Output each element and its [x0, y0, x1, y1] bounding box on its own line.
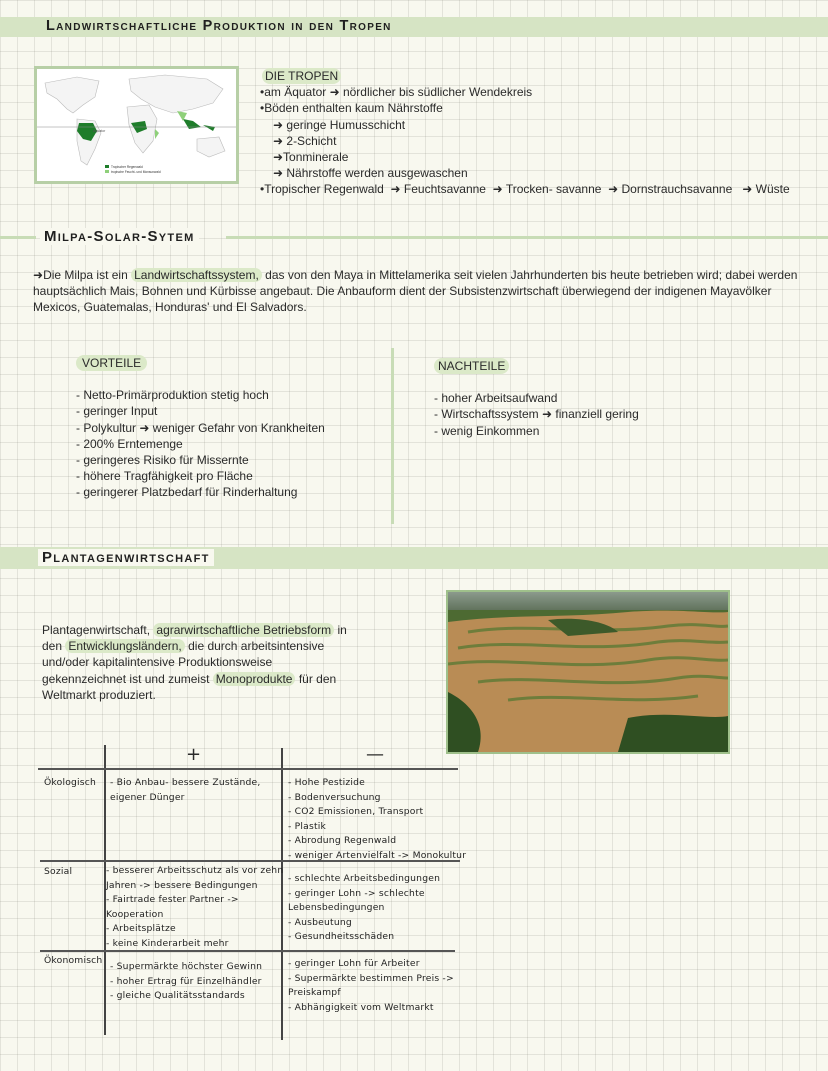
table-cell-line: Kooperation — [106, 908, 164, 920]
table-cell-line: - hoher Ertrag für Einzelhändler — [110, 975, 262, 987]
table-cell-line: Jahren -> bessere Bedingungen — [106, 879, 258, 891]
map-legend-rainforest: Tropischer Regenwald — [111, 165, 143, 169]
milpa-text — [33, 267, 813, 316]
nachteile-label: NACHTEILE — [434, 358, 509, 374]
table-cell-line: - Bio Anbau- bessere Zustände, — [110, 777, 261, 788]
arrow-icon: ➜ — [387, 182, 404, 197]
row-label-oekonomisch: Ökonomisch — [44, 955, 103, 966]
milpa-line-right — [226, 236, 828, 239]
vorteil-item: - geringeres Risiko für Missernte — [76, 453, 249, 468]
arrow-icon: ➜ — [33, 268, 44, 282]
table-cell-line: - geringer Lohn für Arbeiter — [288, 958, 420, 969]
table-cell-line: Preiskampf — [288, 987, 341, 998]
vorteile-label: VORTEILE — [76, 355, 147, 371]
table-row-minus — [288, 957, 454, 1015]
tropen-section — [260, 68, 790, 198]
chain-item: •Tropischer Regenwald — [260, 182, 384, 197]
table-cell-line: - Supermärkte höchster Gewinn — [110, 961, 263, 972]
pro-con-divider — [391, 348, 394, 524]
plantage-highlight-2: Entwicklungsländern, — [65, 639, 184, 653]
table-cell-line: - keine Kinderarbeit mehr — [106, 937, 229, 949]
vorteil-item: - Polykultur ➜ weniger Gefahr von Krankheiten — [76, 420, 325, 435]
arrow-icon: ➜ — [735, 182, 756, 197]
nachteil-item: - wenig Einkommen — [434, 423, 540, 438]
row-label-oekologisch: Ökologisch — [44, 777, 97, 788]
table-cell-line: - Abrodung Regenwald — [288, 835, 397, 846]
plantage-text-4: für den Weltmarkt produziert. — [42, 671, 337, 702]
chain-item: Dornstrauchsavanne — [621, 182, 733, 197]
vorteil-item: - Netto-Primärproduktion stetig hoch — [76, 388, 269, 403]
table-cell-line: eigener Dünger — [110, 791, 185, 803]
table-cell-line: - besserer Arbeitsschutz als vor zehn — [106, 865, 284, 876]
table-cell-line: - Ausbeutung — [288, 916, 352, 928]
tropen-line: •am Äquator ➜ nördlicher bis südlicher Wendekreis — [260, 85, 533, 100]
milpa-line-left — [0, 236, 36, 239]
table-cell-line: - Abhängigkeit vom Weltmarkt — [288, 1001, 434, 1013]
table-cell-line: - weniger Artenvielfalt -> Monokultur — [288, 849, 467, 861]
row-label-sozial: Sozial — [44, 866, 73, 877]
tropen-line: ➜ geringe Humusschicht — [273, 117, 406, 132]
milpa-text-prefix: Die Milpa ist ein — [43, 268, 132, 282]
table-cell-line: - geringer Lohn -> schlechte — [288, 887, 425, 899]
table-row-plus — [110, 776, 260, 805]
plantage-text-2: in den — [42, 623, 347, 654]
table-cell-line: - Supermärkte bestimmen Preis -> — [288, 972, 454, 984]
table-cell-line: - schlechte Arbeitsbedingungen — [288, 873, 441, 884]
plantage-text-3: die durch arbeitsintensive und/oder kapitalintensive Produktionsweise gekennzeichnet ist und zumeist — [42, 639, 325, 686]
tropen-line: ➜ Nährstoffe werden ausgewaschen — [273, 166, 468, 181]
plantation-photo — [446, 590, 730, 754]
tropen-line: ➜Tonminerale — [273, 150, 349, 165]
milpa-text-rest: das von den Maya in Mittelamerika seit vielen Jahrhunderten bis heute betrieben wird; dabei werden hauptsächlich Mais, Bohnen und Kürbisse angebaut. Die Anbauform dient der Subsistenzwirtschaft überwiegend der indigenen Mayavölker Mexicos, Guatemalas, Honduras' und El Salvadors. — [33, 268, 798, 315]
table-cell-line: - gleiche Qualitätsstandards — [110, 990, 245, 1001]
vorteil-item: - geringer Input — [76, 404, 158, 419]
milpa-highlight: Landwirtschaftssystem, — [131, 268, 262, 282]
vorteil-item: - höhere Tragfähigkeit pro Fläche — [76, 469, 253, 484]
plantage-highlight-1: agrarwirtschaftliche Betriebsform — [153, 623, 334, 637]
chain-item: Wüste — [755, 182, 790, 197]
plantage-text-1: Plantagenwirtschaft, — [42, 623, 154, 637]
table-row-plus — [110, 960, 262, 1004]
nachteil-item: - hoher Arbeitsaufwand — [434, 391, 558, 406]
plus-header: + — [186, 744, 202, 765]
world-map-graphic — [37, 69, 236, 181]
tropen-line: ➜ 2-Schicht — [273, 133, 337, 148]
arrow-icon: ➜ — [489, 182, 506, 197]
map-equator-label: Äquator — [93, 129, 106, 133]
table-cell-line: - CO2 Emissionen, Transport — [288, 806, 424, 817]
table-cell-line: - Fairtrade fester Partner -> — [106, 894, 239, 905]
plantage-text — [42, 622, 350, 703]
plantation-photo-graphic — [448, 592, 728, 752]
table-cell-line: - Gesundheitsschäden — [288, 931, 395, 942]
vorteil-item: - 200% Erntemenge — [76, 436, 183, 451]
table-header-line — [38, 768, 458, 770]
nachteil-item: - Wirtschaftssystem ➜ finanziell gering — [434, 407, 639, 422]
milpa-title: Milpa-Solar-Sytem — [40, 228, 199, 245]
world-map — [34, 66, 239, 184]
page-title: Landwirtschaftliche Produktion in den Tropen — [46, 18, 392, 34]
table-cell-line: - Bodenversuchung — [288, 791, 381, 803]
table-cell-line: - Hohe Pestizide — [288, 777, 366, 788]
savanna-chain — [260, 181, 790, 197]
table-row-minus — [288, 872, 440, 945]
tropen-line: •Böden enthalten kaum Nährstoffe — [260, 101, 443, 116]
vorteile-section — [76, 355, 325, 501]
plantage-highlight-3: Monoprodukte — [213, 672, 296, 686]
map-legend-monsoon: tropische Feucht- und Monsunwald — [111, 170, 161, 174]
chain-item: Feuchtsavanne — [403, 182, 486, 197]
plantage-title: Plantagenwirtschaft — [38, 549, 214, 566]
nachteile-section — [434, 358, 639, 439]
table-cell-line: Lebensbedingungen — [288, 902, 385, 913]
table-cell-line: - Arbeitsplätze — [106, 923, 176, 934]
arrow-icon: ➜ — [604, 182, 622, 197]
table-cell-line: - Plastik — [288, 820, 327, 832]
vorteil-item: - geringerer Platzbedarf für Rinderhaltung — [76, 485, 298, 500]
chain-item: Trocken- savanne — [505, 182, 602, 197]
table-row-minus — [288, 776, 466, 863]
tropen-heading: DIE TROPEN — [262, 68, 341, 84]
table-row-plus — [106, 864, 283, 951]
minus-header: — — [366, 744, 384, 765]
